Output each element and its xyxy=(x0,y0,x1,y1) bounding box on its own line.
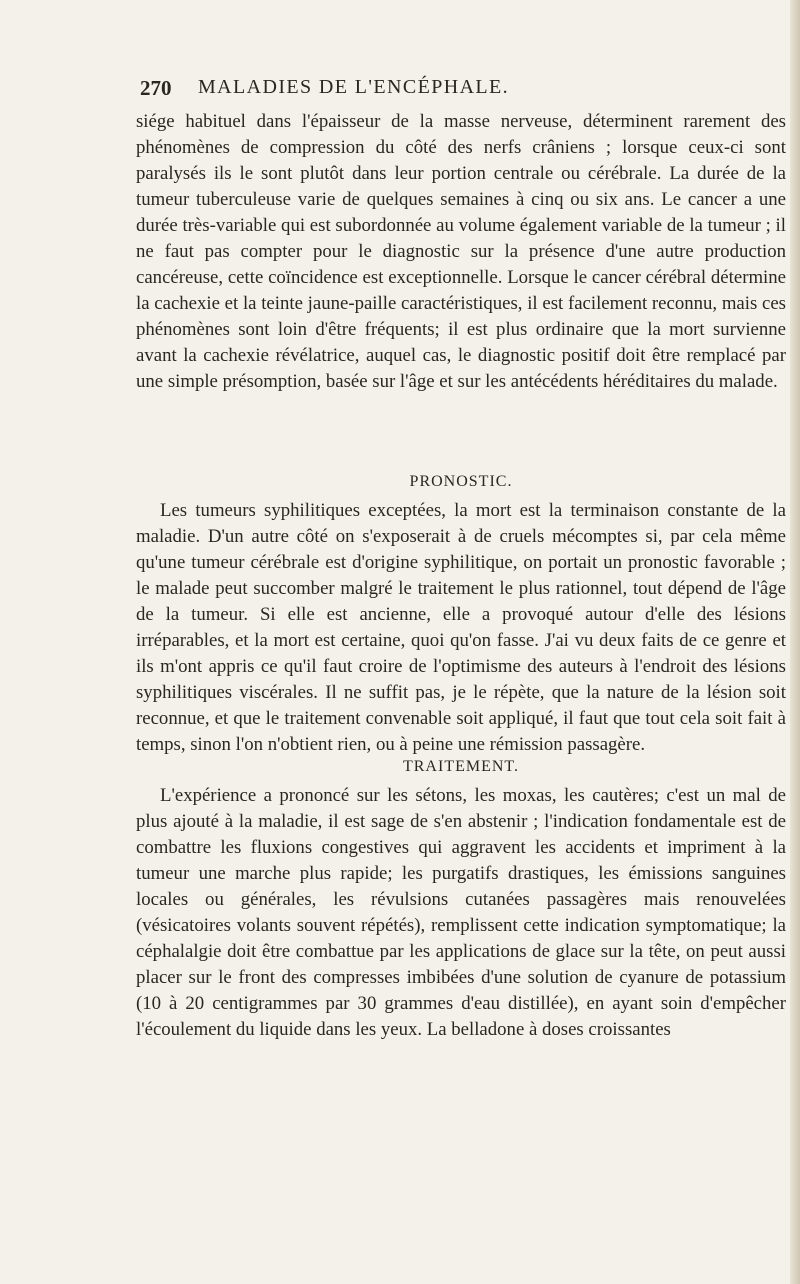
section-heading-traitement: TRAITEMENT. xyxy=(402,758,519,775)
paragraph-traitement: L'expérience a prononcé sur les sétons, les moxas, les cautères; c'est un mal de plus ajouté à la maladie, il est sage de s'en abstenir ; l'indication fondamentale est de combattre les fluxions congestives qui aggravent les accidents et impriment à la tumeur une marche plus rapide; les purgatifs drastiques, les émissions sanguines locales ou générales, les révulsions cutanées passagères mais renouvelées (vésicatoires volants souvent répétés), remplissent cette indication symptomatique; la céphalalgie doit être combattue par les applications de glace sur la tête, on peut aussi placer sur le front des compresses imbibées d'une solution de cyanure de potassium (10 à 20 centigrammes par 30 grammes d'eau distillée), en ayant soin d'empêcher l'écoulement du liquide dans les yeux. La belladone à doses croissantes xyxy=(136,785,786,1040)
paragraph-diagnostic-continued: siége habituel dans l'épaisseur de la masse nerveuse, déterminent rarement des phénomènes de compression du côté des nerfs crâniens ; lorsque ceux-ci sont paralysés ils le sont plutôt dans leur portion centrale ou cérébrale. La durée de la tumeur tuberculeuse varie de quelques semaines à cinq ou six ans. Le cancer a une durée très-variable qui est subordonnée au volume également variable de la tumeur ; il ne faut pas compter pour le diagnostic sur la présence d'une autre production cancéreuse, cette coïncidence est exceptionnelle. Lorsque le cancer cérébral détermine la cachexie et la teinte jaune-paille caractéristiques, il est facilement reconnu, mais ces phénomènes sont loin d'être fréquents; il est plus ordinaire que la mort survienne avant la cachexie révélatrice, auquel cas, le diagnostic positif doit être remplacé par une simple présomption, basée sur l'âge et sur les antécédents héréditaires du malade. xyxy=(136,111,786,392)
section-heading-pronostic: PRONOSTIC. xyxy=(409,473,513,490)
running-title: MALADIES DE L'ENCÉPHALE. xyxy=(198,76,510,98)
page-number: 270 xyxy=(140,76,172,100)
paragraph-pronostic: Les tumeurs syphilitiques exceptées, la mort est la terminaison constante de la maladie. D'un autre côté on s'exposerait à de cruels mécomptes si, par cela même qu'une tumeur cérébrale est d'origine syphilitique, on portait un pronostic favorable ; le malade peut succomber malgré le traitement le plus rationnel, tout dépend de l'âge de la tumeur. Si elle est ancienne, elle a provoqué autour d'elle des lésions irréparables, et la mort est certaine, quoi qu'on fasse. J'ai vu deux faits de ce genre et ils m'ont appris ce qu'il faut croire de l'optimisme des auteurs à l'endroit des lésions syphilitiques viscérales. Il ne suffit pas, je le répète, que la nature de la lésion soit reconnue, et que le traitement convenable soit appliqué, il faut que tout cela soit fait à temps, sinon l'on n'obtient rien, ou à peine une rémission passagère. xyxy=(136,500,786,755)
page-edge-shadow xyxy=(790,0,800,1284)
page-header xyxy=(140,76,770,104)
